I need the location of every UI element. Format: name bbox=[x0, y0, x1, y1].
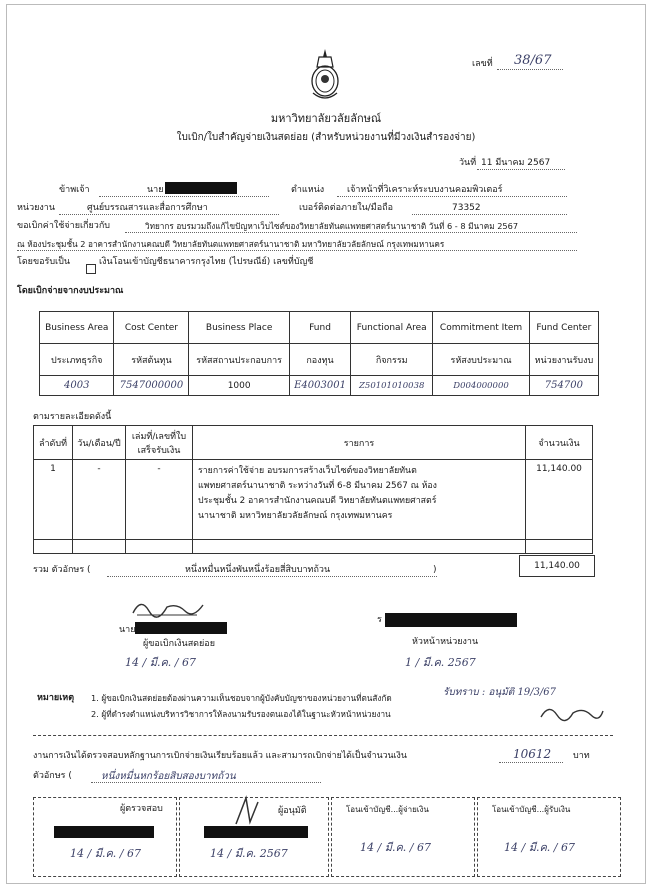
row-date: - bbox=[73, 460, 126, 540]
section-divider bbox=[33, 735, 613, 736]
redacted-approver bbox=[204, 826, 308, 838]
details-header: เล่มที่/เลขที่ใบเสร็จรับเงิน bbox=[126, 426, 193, 460]
budget-header: Fund bbox=[289, 312, 350, 344]
details-header: ลำดับที่ bbox=[34, 426, 73, 460]
date-value: 11 มีนาคม 2567 bbox=[481, 158, 551, 168]
budget-value: D004000000 bbox=[433, 376, 530, 396]
budget-section-title: โดยเบิกจ่ายจากงบประมาณ bbox=[17, 286, 124, 296]
receiver-box bbox=[477, 797, 621, 877]
details-section-title: ตามรายละเอียดดังนี้ bbox=[33, 412, 112, 422]
redacted-head bbox=[385, 613, 517, 627]
total-words: หนึ่งหมื่นหนึ่งพันหนึ่งร้อยสี่สิบบาทถ้วน bbox=[185, 565, 331, 575]
budget-thai-header: กิจกรรม bbox=[351, 344, 433, 376]
position-label: ตำแหน่ง bbox=[291, 185, 325, 195]
budget-header: Commitment Item bbox=[433, 312, 530, 344]
approver-signature-icon bbox=[537, 701, 607, 727]
notes-label: หมายเหตุ bbox=[37, 693, 75, 703]
notes-line-2: 2. ผู้ที่ดำรงตำแหน่งบริหารวิชาการให้ลงนามรับรองตนเองได้ในฐานะหัวหน้าหน่วยงาน bbox=[91, 709, 391, 719]
budget-thai-header: รหัสสถานประกอบการ bbox=[189, 344, 290, 376]
form-title: ใบเบิก/ใบสำคัญจ่ายเงินสดย่อย (สำหรับหน่วยงานที่มีวงเงินสำรองจ่าย) bbox=[176, 132, 476, 143]
budget-value: Z50101010038 bbox=[351, 376, 433, 396]
redacted-name bbox=[165, 182, 237, 194]
budget-thai-header: รหัสต้นทุน bbox=[114, 344, 189, 376]
finance-words-label: ตัวอักษร ( bbox=[33, 771, 72, 781]
budget-value: 1000 bbox=[189, 376, 290, 396]
approver-box-signature-icon bbox=[228, 794, 268, 830]
purpose-line-1: วิทยากร อบรมวมถึงแก้ไขปัญหาเว็บไซต์ของวิทยาลัยทันตแพทยศาสตร์นานาชาติ วันที่ 6 - 8 มีนาคม 2567 bbox=[145, 221, 519, 231]
payment-label: โดยขอรับเป็น bbox=[17, 257, 70, 267]
phone-value: 73352 bbox=[452, 203, 481, 213]
doc-no-value: 38/67 bbox=[514, 53, 552, 68]
details-header: วัน/เดือน/ปี bbox=[73, 426, 126, 460]
redacted-checker bbox=[54, 826, 154, 838]
total-close-paren: ) bbox=[433, 565, 437, 575]
budget-thai-header: กองทุน bbox=[289, 344, 350, 376]
university-name: มหาวิทยาลัยวลัยลักษณ์ bbox=[270, 112, 382, 125]
head-sign-mark: ร bbox=[377, 615, 382, 625]
row-receipt: - bbox=[126, 460, 193, 540]
finance-verify-text: งานการเงินได้ตรวจสอบหลักฐานการเบิกจ่ายเงินเรียบร้อยแล้ว และสามารถเบิกจ่ายได้เป็นจำนวนเงิน bbox=[33, 751, 407, 761]
finance-words-value: หนึ่งหมื่นหกร้อยสิบสองบาทถ้วน bbox=[101, 771, 236, 782]
row-item-line: รายการค่าใช้จ่าย อบรมการสร้างเว็บไซต์ของวิทยาลัยทันต bbox=[198, 466, 417, 476]
requester-role: ผู้ขอเบิกเงินสดย่อย bbox=[143, 639, 215, 649]
date-label: วันที่ bbox=[459, 158, 477, 168]
row-item-line: ประชุมชั้น 2 อาคารสำนักงานคณบดี วิทยาลัยทันตแพทยศาสตร์ bbox=[198, 496, 437, 506]
university-crest-icon bbox=[307, 47, 343, 103]
purpose-label: ขอเบิกค่าใช้จ่ายเกี่ยวกับ bbox=[17, 221, 110, 231]
name-prefix: นาย bbox=[147, 185, 164, 195]
checker-role: ผู้ตรวจสอบ bbox=[120, 804, 163, 814]
transfer-checkbox[interactable] bbox=[86, 258, 96, 277]
approval-boxes bbox=[33, 797, 623, 877]
row-item bbox=[193, 460, 526, 540]
budget-header: Functional Area bbox=[351, 312, 433, 344]
notes-line-1: 1. ผู้ขอเบิกเงินสดย่อยต้องผ่านความเห็นชอบจากผู้บังคับบัญชาของหน่วยงานที่ตนสังกัด bbox=[91, 693, 392, 703]
approver-box bbox=[179, 797, 329, 877]
budget-thai-header: หน่วยงานรับงบ bbox=[529, 344, 598, 376]
details-table bbox=[33, 425, 593, 554]
redacted-requester bbox=[135, 622, 227, 634]
budget-thai-header: รหัสงบประมาณ bbox=[433, 344, 530, 376]
row-item-line: แพทยศาสตร์นานาชาติ ระหว่างวันที่ 6-8 มีนาคม 2567 ณ ห้อง bbox=[198, 481, 437, 491]
row-item-line: นานาชาติ มหาวิทยาลัยวลัยลักษณ์ กรุงเทพมหานคร bbox=[198, 511, 393, 521]
approver-role: ผู้อนุมัติ bbox=[278, 806, 307, 816]
document-page bbox=[6, 4, 646, 884]
row-number: 1 bbox=[34, 460, 73, 540]
position-value: เจ้าหน้าที่วิเคราะห์ระบบงานคอมพิวเตอร์ bbox=[347, 185, 503, 195]
budget-header: Fund Center bbox=[529, 312, 598, 344]
budget-value: 754700 bbox=[529, 376, 598, 396]
handwritten-note: รับทราบ : อนุมัติ 19/3/67 bbox=[443, 687, 557, 698]
budget-thai-header: ประเภทธุรกิจ bbox=[40, 344, 114, 376]
purpose-line-2: ณ ห้องประชุมชั้น 2 อาคารสำนักงานคณบดี วิทยาลัยทันตแพทยศาสตร์นานาชาติ มหาวิทยาลัยวลัยลักษณ์ กรุงเทพมหานคร bbox=[17, 239, 445, 249]
budget-value: E4003001 bbox=[289, 376, 350, 396]
head-date: 1 / มี.ค. 2567 bbox=[405, 656, 476, 669]
payer-box bbox=[331, 797, 475, 877]
head-role: หัวหน้าหน่วยงาน bbox=[412, 637, 479, 647]
requester-date: 14 / มี.ค. / 67 bbox=[125, 656, 196, 669]
budget-header: Business Place bbox=[189, 312, 290, 344]
unit-value: ศูนย์บรรณสารและสื่อการศึกษา bbox=[87, 203, 208, 213]
budget-value: 4003 bbox=[40, 376, 114, 396]
receiver-date: 14 / มี.ค. / 67 bbox=[504, 841, 575, 854]
details-header: จำนวนเงิน bbox=[526, 426, 593, 460]
row-amount: 11,140.00 bbox=[526, 460, 593, 540]
checker-date: 14 / มี.ค. / 67 bbox=[70, 847, 141, 860]
unit-label: หน่วยงาน bbox=[17, 203, 56, 213]
name-label: ข้าพเจ้า bbox=[59, 185, 90, 195]
payment-option: เงินโอนเข้าบัญชีธนาคารกรุงไทย (ไปรษณีย์) เลขที่บัญชี bbox=[99, 257, 314, 267]
budget-header: Business Area bbox=[40, 312, 114, 344]
finance-amount: 10612 bbox=[513, 747, 552, 761]
receiver-role: โอนเข้าบัญชี...ผู้รับเงิน bbox=[492, 805, 571, 814]
total-label: รวม ตัวอักษร ( bbox=[33, 565, 91, 575]
requester-signature-icon bbox=[127, 593, 207, 623]
payer-role: โอนเข้าบัญชี...ผู้จ่ายเงิน bbox=[346, 805, 429, 814]
budget-header: Cost Center bbox=[114, 312, 189, 344]
phone-label: เบอร์ติดต่อภายใน/มือถือ bbox=[299, 203, 393, 213]
payer-date: 14 / มี.ค. / 67 bbox=[360, 841, 431, 854]
finance-unit: บาท bbox=[573, 751, 590, 761]
total-amount: 11,140.00 bbox=[519, 555, 595, 577]
doc-no-label: เลขที่ bbox=[472, 59, 493, 69]
details-header: รายการ bbox=[193, 426, 526, 460]
budget-table bbox=[39, 311, 599, 396]
requester-prefix: นาย bbox=[119, 625, 136, 635]
budget-value: 7547000000 bbox=[114, 376, 189, 396]
approver-date: 14 / มี.ค. 2567 bbox=[210, 847, 288, 860]
checker-box bbox=[33, 797, 177, 877]
